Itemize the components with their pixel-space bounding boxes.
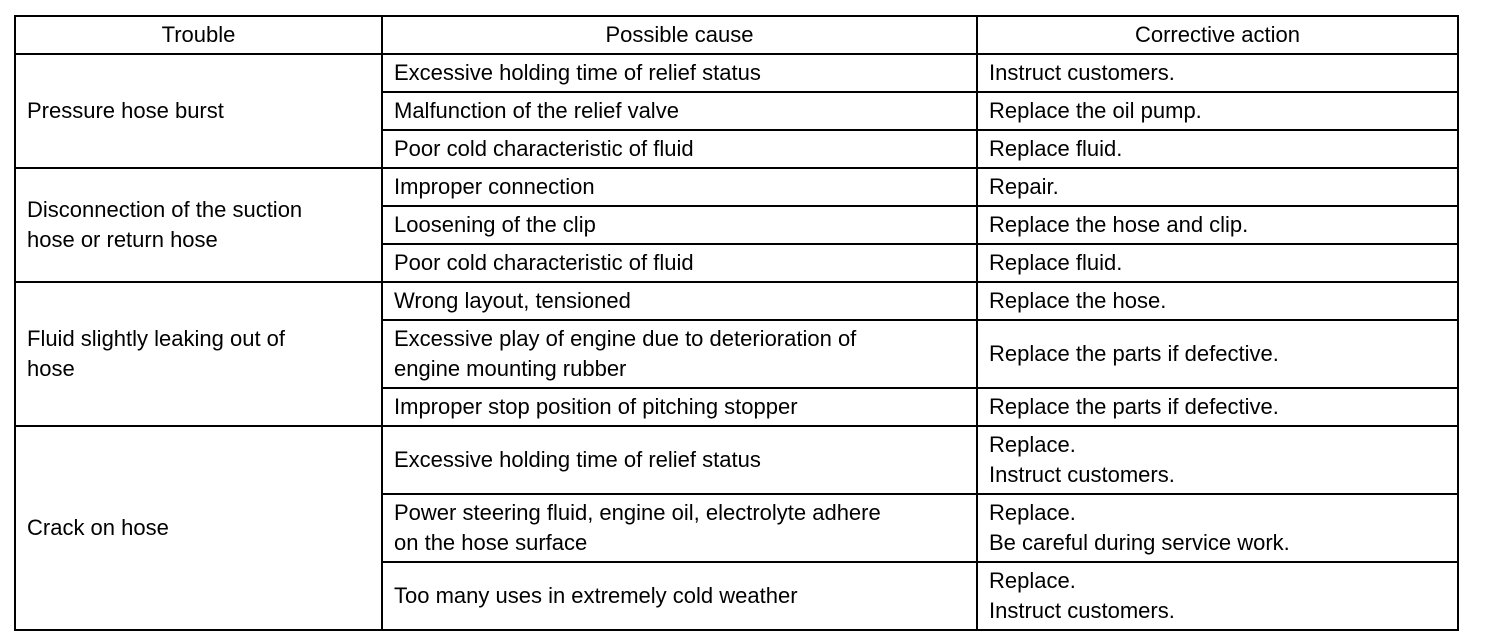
possible-cause-cell bbox=[382, 426, 977, 494]
possible-cause-text: Improper stop position of pitching stopper bbox=[394, 394, 798, 419]
corrective-action-cell bbox=[977, 494, 1458, 562]
corrective-action-cell bbox=[977, 244, 1458, 282]
corrective-action-text: Instruct customers. bbox=[989, 598, 1175, 623]
corrective-action-text: Replace the parts if defective. bbox=[989, 341, 1279, 366]
corrective-action-text: Replace the parts if defective. bbox=[989, 394, 1279, 419]
corrective-action-text: Replace fluid. bbox=[989, 136, 1123, 161]
table-row bbox=[15, 426, 1458, 494]
possible-cause-text: Too many uses in extremely cold weather bbox=[394, 583, 798, 608]
possible-cause-cell bbox=[382, 206, 977, 244]
possible-cause-text: Improper connection bbox=[394, 174, 595, 199]
trouble-cell bbox=[15, 168, 382, 282]
possible-cause-cell bbox=[382, 320, 977, 388]
trouble-text: Disconnection of the suction bbox=[27, 197, 303, 222]
corrective-action-text: Replace. bbox=[989, 568, 1076, 593]
trouble-cell bbox=[15, 426, 382, 630]
trouble-text: Pressure hose burst bbox=[27, 98, 224, 123]
trouble-text: Crack on hose bbox=[27, 515, 169, 540]
corrective-action-text: Replace. bbox=[989, 432, 1076, 457]
table-row bbox=[15, 282, 1458, 320]
table-body bbox=[15, 54, 1458, 630]
possible-cause-text: Excessive holding time of relief status bbox=[394, 60, 761, 85]
possible-cause-text: Poor cold characteristic of fluid bbox=[394, 136, 694, 161]
header-possible-cause: Possible cause bbox=[382, 16, 977, 54]
trouble-text: hose or return hose bbox=[27, 227, 218, 252]
possible-cause-cell bbox=[382, 562, 977, 630]
corrective-action-cell bbox=[977, 130, 1458, 168]
trouble-cell bbox=[15, 54, 382, 168]
corrective-action-cell bbox=[977, 92, 1458, 130]
possible-cause-text: Excessive holding time of relief status bbox=[394, 447, 761, 472]
possible-cause-cell bbox=[382, 282, 977, 320]
corrective-action-text: Replace fluid. bbox=[989, 250, 1123, 275]
possible-cause-cell bbox=[382, 92, 977, 130]
corrective-action-cell bbox=[977, 320, 1458, 388]
header-trouble: Trouble bbox=[15, 16, 382, 54]
corrective-action-text: Instruct customers. bbox=[989, 462, 1175, 487]
corrective-action-cell bbox=[977, 562, 1458, 630]
trouble-text: hose bbox=[27, 356, 75, 381]
corrective-action-cell bbox=[977, 426, 1458, 494]
corrective-action-cell bbox=[977, 168, 1458, 206]
troubleshooting-table bbox=[14, 15, 1459, 631]
corrective-action-text: Instruct customers. bbox=[989, 60, 1175, 85]
possible-cause-text: Wrong layout, tensioned bbox=[394, 288, 631, 313]
corrective-action-cell bbox=[977, 388, 1458, 426]
corrective-action-text: Repair. bbox=[989, 174, 1059, 199]
possible-cause-text: Poor cold characteristic of fluid bbox=[394, 250, 694, 275]
possible-cause-text: Loosening of the clip bbox=[394, 212, 596, 237]
possible-cause-cell bbox=[382, 244, 977, 282]
possible-cause-cell bbox=[382, 130, 977, 168]
trouble-text: Fluid slightly leaking out of bbox=[27, 326, 286, 351]
possible-cause-text: Malfunction of the relief valve bbox=[394, 98, 679, 123]
corrective-action-cell bbox=[977, 54, 1458, 92]
possible-cause-cell bbox=[382, 494, 977, 562]
corrective-action-text: Replace the oil pump. bbox=[989, 98, 1202, 123]
possible-cause-text: Excessive play of engine due to deterioration of bbox=[394, 326, 857, 351]
possible-cause-text: Power steering fluid, engine oil, electrolyte adhere bbox=[394, 500, 881, 525]
corrective-action-text: Replace the hose and clip. bbox=[989, 212, 1249, 237]
header-corrective-action: Corrective action bbox=[977, 16, 1458, 54]
possible-cause-cell bbox=[382, 168, 977, 206]
corrective-action-text: Be careful during service work. bbox=[989, 530, 1290, 555]
header-row bbox=[15, 16, 1458, 54]
table-row bbox=[15, 54, 1458, 92]
corrective-action-text: Replace. bbox=[989, 500, 1076, 525]
possible-cause-cell bbox=[382, 54, 977, 92]
possible-cause-text: on the hose surface bbox=[394, 530, 588, 555]
possible-cause-cell bbox=[382, 388, 977, 426]
corrective-action-cell bbox=[977, 206, 1458, 244]
corrective-action-text: Replace the hose. bbox=[989, 288, 1167, 313]
table-row bbox=[15, 168, 1458, 206]
possible-cause-text: engine mounting rubber bbox=[394, 356, 627, 381]
trouble-cell bbox=[15, 282, 382, 426]
corrective-action-cell bbox=[977, 282, 1458, 320]
